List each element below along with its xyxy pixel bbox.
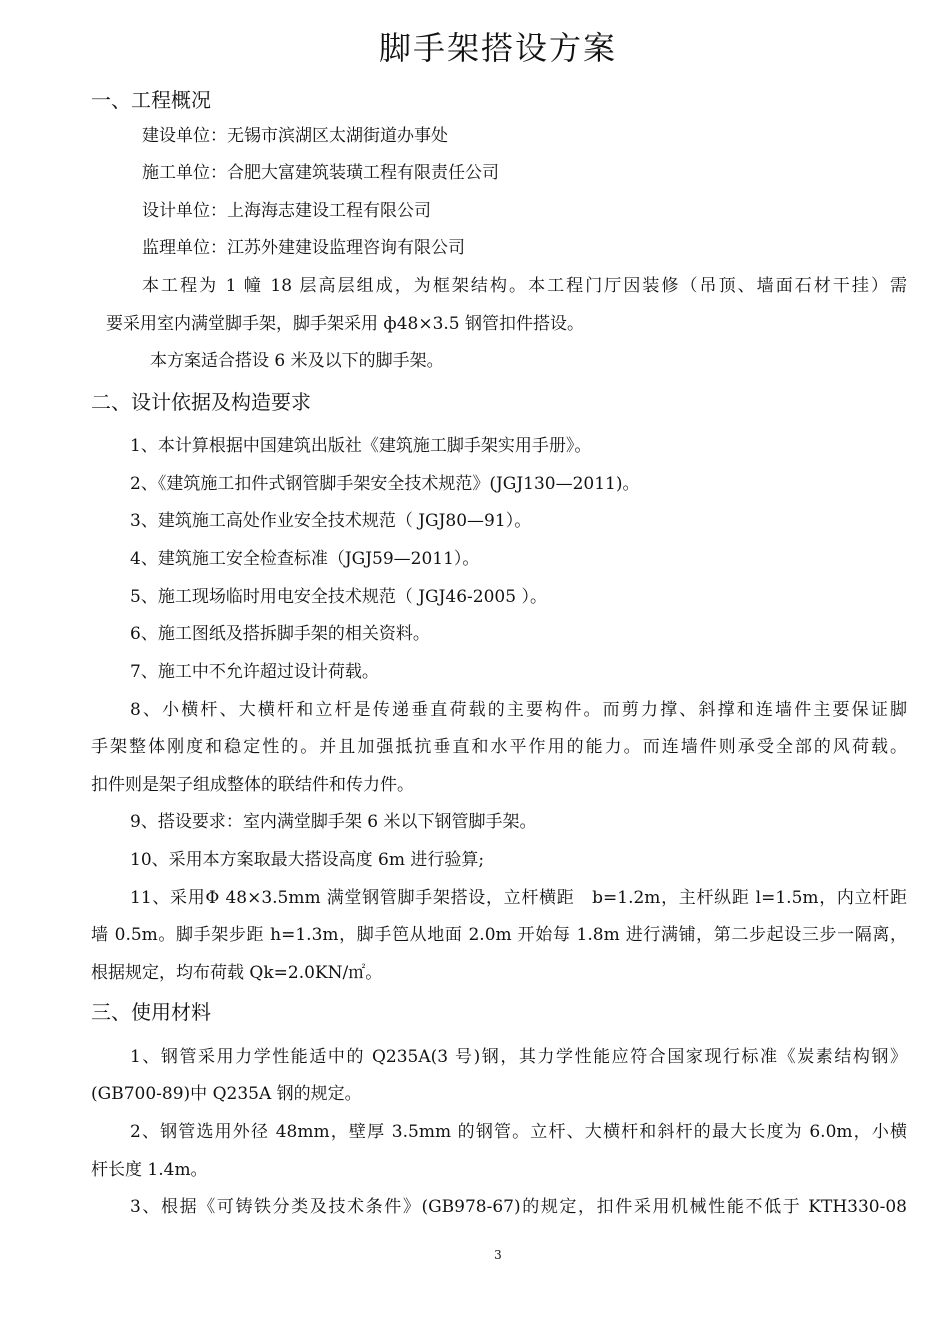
basis-item-8-line-1: 8、小横杆、大横杆和立杆是传递垂直荷载的主要构件。而剪力撑、斜撑和连墙件主要保证脚 <box>130 700 907 720</box>
basis-item-1: 1、本计算根据中国建筑出版社《建筑施工脚手架实用手册》。 <box>130 436 592 456</box>
basis-item-3: 3、建筑施工高处作业安全技术规范（ JGJ80—91）。 <box>130 511 532 531</box>
basis-item-6: 6、施工图纸及搭拆脚手架的相关资料。 <box>130 624 430 644</box>
material-item-1-line-2: (GB700-89)中 Q235A 钢的规定。 <box>91 1084 362 1104</box>
owner-unit: 建设单位：无锡市滨湖区太湖街道办事处 <box>142 126 448 146</box>
section-heading-materials: 三、使用材料 <box>91 1000 211 1024</box>
project-description-line-2: 要采用室内满堂脚手架，脚手架采用 ф48×3.5 钢管扣件搭设。 <box>106 314 585 334</box>
basis-item-11-line-2: 墙 0.5m。脚手架步距 h=1.3m，脚手笆从地面 2.0m 开始每 1.8m 进行满铺，第二步起设三步一隔离， <box>91 925 907 945</box>
basis-item-8-line-3: 扣件则是架子组成整体的联结件和传力件。 <box>91 775 414 795</box>
basis-item-4: 4、建筑施工安全检查标准（JGJ59—2011）。 <box>130 549 480 569</box>
basis-item-11-line-1: 11、采用Φ 48×3.5mm 满堂钢管脚手架搭设，立杆横距 b=1.2m，主杆纵距 l=1.5m，内立杆距 <box>130 888 907 908</box>
basis-item-10: 10、采用本方案取最大搭设高度 6m 进行验算; <box>130 850 485 870</box>
basis-item-9: 9、搭设要求：室内满堂脚手架 6 米以下钢管脚手架。 <box>130 812 537 832</box>
basis-item-8-line-2: 手架整体刚度和稳定性的。并且加强抵抗垂直和水平作用的能力。而连墙件则承受全部的风荷载。 <box>91 737 907 757</box>
document-title: 脚手架搭设方案 <box>378 29 617 67</box>
material-item-3-line-1: 3、根据《可铸铁分类及技术条件》(GB978-67)的规定，扣件采用机械性能不低于 KTH330-08 <box>130 1197 907 1217</box>
basis-item-5: 5、施工现场临时用电安全技术规范（ JGJ46-2005 ）。 <box>130 587 547 607</box>
material-item-1-line-1: 1、钢管采用力学性能适中的 Q235A(3 号)钢，其力学性能应符合国家现行标准《炭素结构钢》 <box>130 1047 907 1067</box>
basis-item-2: 2、《建筑施工扣件式钢管脚手架安全技术规范》(JGJ130—2011)。 <box>130 474 640 494</box>
material-item-2-line-2: 杆长度 1.4m。 <box>91 1160 208 1180</box>
page-number: 3 <box>494 1248 502 1262</box>
material-item-2-line-1: 2、钢管选用外径 48mm，壁厚 3.5mm 的钢管。立杆、大横杆和斜杆的最大长度为 6.0m，小横 <box>130 1122 907 1142</box>
section-heading-design-basis: 二、设计依据及构造要求 <box>91 390 311 414</box>
contractor-unit: 施工单位：合肥大富建筑装璜工程有限责任公司 <box>142 163 499 183</box>
basis-item-11-line-3: 根据规定，均布荷载 Qk=2.0KN/㎡。 <box>91 963 383 983</box>
scope-statement: 本方案适合搭设 6 米及以下的脚手架。 <box>150 351 444 371</box>
designer-unit: 设计单位：上海海志建设工程有限公司 <box>142 201 431 221</box>
project-description-line-1: 本工程为 1 幢 18 层高层组成，为框架结构。本工程门厅因装修（吊顶、墙面石材干挂）需 <box>142 276 907 296</box>
section-heading-overview: 一、工程概况 <box>91 88 211 112</box>
basis-item-7: 7、施工中不允许超过设计荷载。 <box>130 662 379 682</box>
supervisor-unit: 监理单位：江苏外建建设监理咨询有限公司 <box>142 238 465 258</box>
